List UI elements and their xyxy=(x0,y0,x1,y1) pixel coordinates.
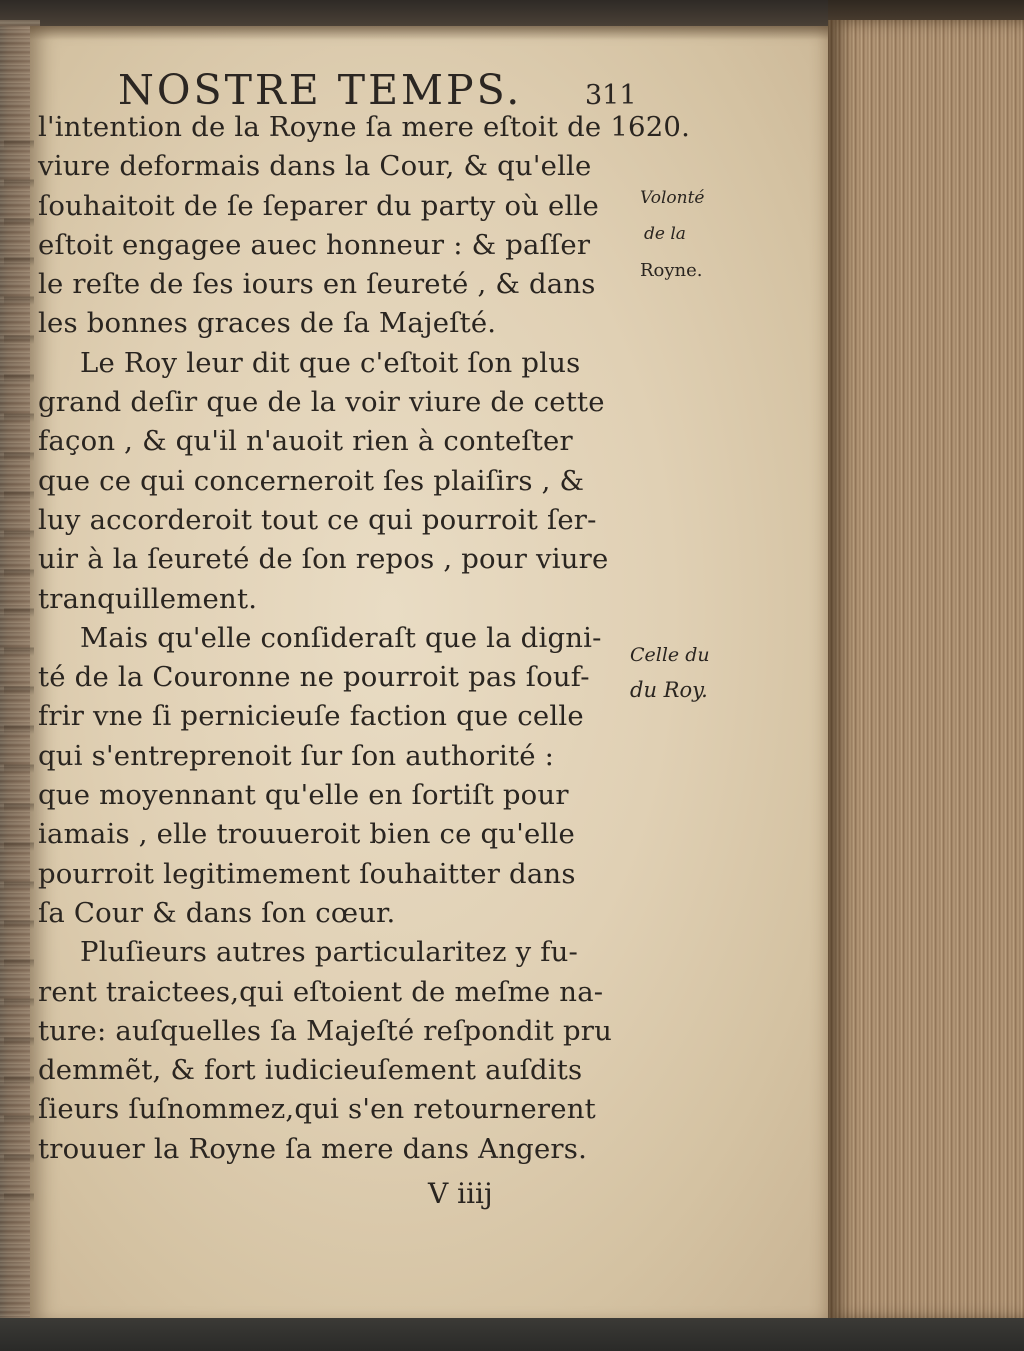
text-line: eſtoit engagee auec honneur : & paſſer xyxy=(38,228,591,261)
text-line: grand deſir que de la voir viure de cette xyxy=(38,386,605,419)
text-line: demmẽt, & fort iudicieuſement auſdits xyxy=(38,1054,583,1087)
margin-note-du-roy: du Roy. xyxy=(630,678,708,702)
text-line: té de la Couronne ne pourroit pas ſouf- xyxy=(38,661,590,694)
text-line: uir à la ſeureté de ſon repos , pour viure xyxy=(38,543,609,576)
margin-note-volonte: Volonté xyxy=(640,188,705,208)
running-head: NOSTRE TEMPS. xyxy=(118,66,523,114)
signature-mark: V iiij xyxy=(428,1177,493,1210)
text-line: iamais , elle trouueroit bien ce qu'elle xyxy=(38,818,575,851)
text-line: frir vne ſi pernicieuſe faction que celle xyxy=(38,700,584,733)
text-line: Pluſieurs autres particularitez y fu- xyxy=(80,936,579,969)
fore-edge xyxy=(828,20,1024,1320)
text-line: façon , & qu'il n'auoit rien à conteſter xyxy=(38,425,573,458)
text-line: Mais qu'elle conſideraſt que la digni- xyxy=(80,621,602,654)
text-line: Le Roy leur dit que c'eſtoit ſon plus xyxy=(80,346,581,379)
text-line: tranquillement. xyxy=(38,582,258,615)
text-line: l'intention de la Royne ſa mere eſtoit de 1620. xyxy=(38,111,691,143)
text-line: ſa Cour & dans ſon cœur. xyxy=(38,896,396,929)
text-line: pourroit legitimement ſouhaitter dans xyxy=(38,857,576,890)
margin-note-celle-du: Celle du xyxy=(630,644,710,666)
text-line: ſouhaitoit de ſe ſeparer du party où elle xyxy=(38,189,599,222)
page-number: 311 xyxy=(585,80,637,111)
gutter-marks xyxy=(4,110,34,1210)
text-line: ſieurs ſuſnommez,qui s'en retournerent xyxy=(38,1093,596,1126)
text-line: rent traictees,qui eſtoient de meſme na- xyxy=(38,975,604,1008)
margin-note-royne: Royne. xyxy=(640,260,703,281)
page-top-shadow xyxy=(30,26,830,40)
text-line: ture: auſquelles ſa Majeſté reſpondit pru xyxy=(38,1014,613,1047)
text-line: qui s'entreprenoit ſur ſon authorité : xyxy=(38,739,555,772)
bottom-band xyxy=(0,1318,1024,1351)
text-line: que moyennant qu'elle en ſortiſt pour xyxy=(38,779,569,812)
text-line: le reſte de ſes iours en ſeureté , & dans xyxy=(38,268,596,301)
text-line: les bonnes graces de ſa Majeſté. xyxy=(38,307,497,340)
text-line: viure deformais dans la Cour, & qu'elle xyxy=(38,150,592,183)
text-line: trouuer la Royne ſa mere dans Angers. xyxy=(38,1132,588,1165)
text-line: luy accorderoit tout ce qui pourroit ſer- xyxy=(38,503,597,536)
margin-note-de-la: de la xyxy=(644,224,686,244)
text-line: que ce qui concerneroit ſes plaiſirs , & xyxy=(38,464,585,497)
